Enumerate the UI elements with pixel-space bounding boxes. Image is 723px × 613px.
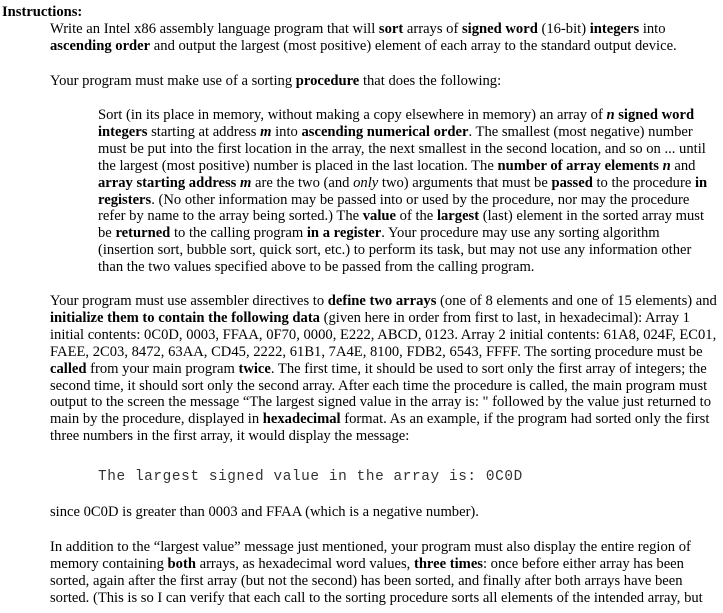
explanation-line: since 0C0D is greater than 0003 and FFAA (which is a negative number). xyxy=(50,504,479,520)
arrays-paragraph: Your program must use assembler directives to define two arrays (one of 8 elements and one of 15 elements) and initialize them to contain the following data (given here in order from first to last, in hexadecimal): Array 1 initial contents: 0C0D, 0003, FFAA, 0F70, 0000, E222, ABCD, 0123. Array 2 initial contents: 61A8, 024F, EC01, FAEE, 2C03, 8472, 63AA, CD45, 2222, 61B1, 7A4E, 8100, FDB2, 6543, FFFF. The sorting procedure must be called from your main program twice. The first time, it should be used to sort only the first array of integers; the second time, it should sort only the second array. After each time the procedure is called, the main program must output to the screen the message “The largest signed value in the array is: " followed by the value just returned to main by the procedure, displayed in hexadecimal format. As an example, if the program had sorted only the first three numbers in the first array, it would display the message: xyxy=(50,293,717,445)
instructions-heading: Instructions: xyxy=(2,4,83,20)
memory-display-paragraph: In addition to the “largest value” message just mentioned, your program must also display the entire region of memory containing both arrays, as hexadecimal word values, three times: once before either array has been sorted, again after the first array (but not the second) has been sorted, and finally after both arrays have been sorted. (This is so I can verify that each call to the sorting procedure sorts all elements of the intended array, but xyxy=(50,539,703,606)
procedure-paragraph: Your program must make use of a sorting procedure that does the following: xyxy=(50,73,502,89)
sort-spec-paragraph: Sort (in its place in memory, without making a copy elsewhere in memory) an array of n signed word integers starting at address m into ascending numerical order. The smallest (most negative) number must be put into the first location in the array, the next smallest in the second location, and so on ... until the largest (most positive) number is placed in the last location. The number of array elements n and array starting address m are the two (and only two) arguments that must be passed to the procedure in registers. (No other information may be passed into or used by the procedure, nor may the procedure refer by name to the array being sorted.) The value of the largest (last) element in the sorted array must be returned to the calling program in a register. Your procedure may use any sorting algorithm (insertion sort, bubble sort, quick sort, etc.) to perform its task, but may not use any information other than the two values specified above to be passed from the calling program. xyxy=(98,107,708,276)
intro-paragraph: Write an Intel x86 assembly language program that will sort arrays of signed word (16-bit) integers into ascending order and output the largest (most positive) element of each array to the standard output device. xyxy=(50,21,677,54)
example-output-message: The largest signed value in the array is: 0C0D xyxy=(98,469,523,485)
